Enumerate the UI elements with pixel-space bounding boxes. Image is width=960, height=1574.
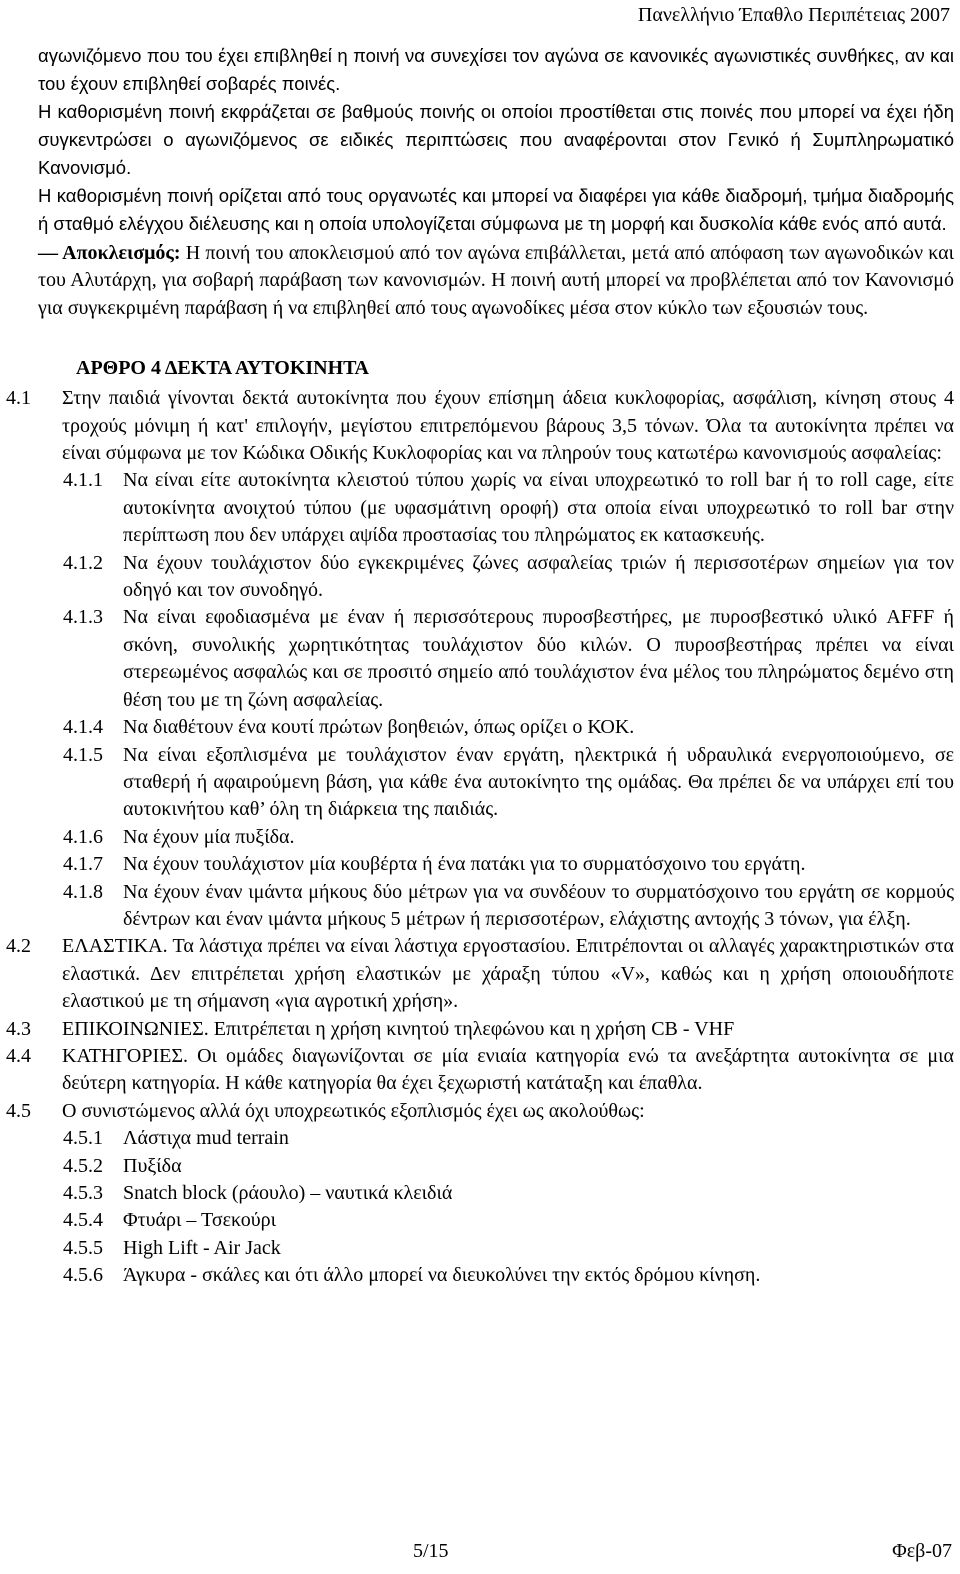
list-item — [38, 604, 954, 714]
section-number: 4.3 — [6, 1017, 31, 1040]
paragraph: Η καθορισμένη ποινή εκφράζεται σε βαθμούς ποινής οι οποίοι προστίθεται στις ποινές που μπορεί να έχει ήδη συγκεντρώσει ο αγωνιζόμενος σε ειδικές περιπτώσεις που αναφέρονται στον Γενικό ή Συμπληρωματικό Κανονισμό. — [38, 101, 954, 178]
item-number: 4.1.6 — [63, 825, 103, 848]
item-text: Να διαθέτουν ένα κουτί πρώτων βοηθειών, όπως ορίζει ο ΚΟΚ. — [123, 716, 635, 739]
document-body — [6, 42, 954, 1290]
item-text: Να είναι εφοδιασμένα με έναν ή περισσότερους πυροσβεστήρες, με πυροσβεστικό υλικό AFFF ή σκόνη, συνολικής χωρητικότητας τουλάχιστον δύο κιλών. Ο πυροσβεστήρας πρέπει να είναι στερεωμένος ασφαλώς και σε προσιτό σημείο από τουλάχιστον ένα μέλος του πληρώματος δεμένο στη θέση του με τη ζώνη ασφαλείας. — [123, 606, 954, 711]
item-number: 4.1.3 — [63, 606, 103, 629]
list-item — [38, 1125, 954, 1152]
list-item — [38, 550, 954, 605]
item-number: 4.1.1 — [63, 469, 103, 492]
section-text: ΕΛΑΣΤΙΚΑ. Τα λάστιχα πρέπει να είναι λάστιχα εργοστασίου. Επιτρέπονται οι αλλαγές χαρακτηριστικών στα ελαστικά. Δεν επιτρέπεται χρήση ελαστικών με χάραξη τύπου «V», καθώς και η χρήση οποιουδήποτε ελαστικού με τη σήμανση «για αγροτική χρήση». — [62, 935, 954, 1013]
item-text: Φτυάρι – Τσεκούρι — [123, 1209, 276, 1232]
document-header-title: Πανελλήνιο Έπαθλο Περιπέτειας 2007 — [637, 4, 950, 26]
article-title: ΑΡΘΡΟ 4 ΔΕΚΤΑ ΑΥΤΟΚΙΝΗΤΑ — [76, 357, 369, 380]
item-text: Να έχουν μία πυξίδα. — [123, 825, 295, 848]
list-item — [38, 851, 954, 878]
exclusion-label: ― Αποκλεισμός: — [38, 242, 181, 264]
item-text: Πυξίδα — [123, 1154, 182, 1177]
list-item — [38, 714, 954, 741]
list-item — [38, 1235, 954, 1262]
paragraph: Η καθορισμένη ποινή ορίζεται από τους οργανωτές και μπορεί να διαφέρει για κάθε διαδρομή, τμήμα διαδρομής ή σταθμό ελέγχου διέλευσης και η οποία υπολογίζεται σύμφωνα με τη μορφή και δυσκολία κάθε ενός από αυτά. — [38, 185, 954, 234]
subsection-list-4-5 — [38, 1125, 954, 1289]
section-4-4 — [6, 1043, 954, 1098]
item-number: 4.5.3 — [63, 1182, 103, 1204]
item-number: 4.5.1 — [63, 1127, 103, 1150]
section-4-2 — [6, 933, 954, 1015]
section-text: ΚΑΤΗΓΟΡΙΕΣ. Οι ομάδες διαγωνίζονται σε μία ενιαία κατηγορία ενώ τα ανεξάρτητα αυτοκίνητα σε μια δεύτερη κατηγορία. Η κάθε κατηγορία θα έχει ξεχωριστή κατάταξη και έπαθλα. — [62, 1044, 954, 1095]
item-text: Να έχουν έναν ιμάντα μήκους δύο μέτρων για να συνδέουν το συρματόσχοινο του εργάτη σε κορμούς δέντρων και έναν ιμάντα μήκους 5 μέτρων ή περισσοτέρων, ελάχιστης αντοχής 3 τόνων, για έλξη. — [123, 880, 954, 930]
paragraph: αγωνιζόμενο που του έχει επιβληθεί η ποινή να συνεχίσει τον αγώνα σε κανονικές αγωνιστικές συνθήκες, αν και του έχουν επιβληθεί σοβαρές ποινές. — [38, 45, 954, 94]
section-number: 4.5 — [6, 1099, 31, 1122]
section-number: 4.4 — [6, 1044, 31, 1067]
item-number: 4.5.6 — [63, 1264, 103, 1287]
item-text: Λάστιχα mud terrain — [123, 1127, 289, 1150]
item-number: 4.1.7 — [63, 853, 103, 876]
section-4-5 — [6, 1098, 954, 1125]
item-text: Άγκυρα - σκάλες και ότι άλλο μπορεί να διευκολύνει την εκτός δρόμου κίνηση. — [123, 1264, 761, 1287]
item-number: 4.5.4 — [63, 1209, 103, 1232]
list-item — [38, 1180, 954, 1207]
exclusion-paragraph — [38, 240, 954, 322]
list-item — [38, 824, 954, 851]
section-4-1 — [6, 385, 954, 467]
list-item — [38, 1262, 954, 1289]
item-text: Να είναι είτε αυτοκίνητα κλειστού τύπου χωρίς να είναι υποχρεωτικό το roll bar ή το roll cage, είτε αυτοκίνητα ανοιχτού τύπου (με υφασμάτινη οροφή) στα οποία είναι υποχρεωτικό το roll bar στην περίπτωση που δεν υπάρχει αψίδα προστασίας του πληρώματος εκ κατασκευής. — [123, 469, 954, 547]
page-number: 5/15 — [413, 1540, 449, 1562]
item-number: 4.5.2 — [63, 1154, 103, 1177]
item-text: High Lift - Air Jack — [123, 1236, 281, 1259]
section-text: Στην παιδιά γίνονται δεκτά αυτοκίνητα που έχουν επίσημη άδεια κυκλοφορίας, ασφάλιση, κίνηση στους 4 τροχούς μόνιμη ή κατ' επιλογήν, μεγίστου επιτρεπόμενου βάρους 3,5 τόνων. Όλα τα αυτοκίνητα πρέπει να είναι σύμφωνα με τον Κώδικα Οδικής Κυκλοφορίας και να πληρούν τους κατωτέρω κανονισμούς ασφαλείας: — [62, 387, 954, 465]
item-number: 4.1.8 — [63, 880, 103, 903]
list-item — [38, 467, 954, 549]
item-number: 4.5.5 — [63, 1236, 103, 1259]
section-number: 4.1 — [6, 387, 31, 410]
section-4-3 — [6, 1016, 954, 1043]
section-number: 4.2 — [6, 935, 31, 958]
section-text: Ο συνιστώμενος αλλά όχι υποχρεωτικός εξοπλισμός έχει ως ακολούθως: — [62, 1099, 645, 1122]
item-text: Snatch block (ράουλο) – ναυτικά κλειδιά — [123, 1182, 453, 1204]
list-item — [38, 742, 954, 824]
item-text: Να έχουν τουλάχιστον δύο εγκεκριμένες ζώνες ασφαλείας τριών ή περισσοτέρων σημείων για τον οδηγό και τον συνοδηγό. — [123, 551, 954, 602]
list-item — [38, 879, 954, 934]
item-number: 4.1.2 — [63, 551, 103, 574]
intro-section — [38, 42, 954, 238]
subsection-list-4-1 — [38, 467, 954, 933]
section-text: ΕΠΙΚΟΙΝΩΝΙΕΣ. Επιτρέπεται η χρήση κινητού τηλεφώνου και η χρήση CB - VHF — [62, 1017, 735, 1040]
item-text: Να είναι εξοπλισμένα με τουλάχιστον έναν εργάτη, ηλεκτρικά ή υδραυλικά ενεργοποιούμενο, σε σταθερή ή αφαιρούμενη βάση, για κάθε ένα αυτοκίνητο της ομάδας. Θα πρέπει δε να υπάρχει επί του αυτοκινήτου καθ’ όλη τη διάρκεια της παιδιάς. — [123, 743, 954, 821]
list-item — [38, 1207, 954, 1234]
item-number: 4.1.5 — [63, 743, 103, 766]
article-body — [6, 385, 954, 1289]
footer-date: Φεβ-07 — [892, 1540, 952, 1562]
item-text: Να έχουν τουλάχιστον μία κουβέρτα ή ένα πατάκι για το συρματόσχοινο του εργάτη. — [123, 853, 806, 876]
exclusion-text: Η ποινή του αποκλεισμού από τον αγώνα επιβάλλεται, μετά από απόφαση των αγωνοδικών και του Αλυτάρχη, για σοβαρή παράβαση των κανονισμών. Η ποινή αυτή μπορεί να προβλέπεται από τον Κανονισμό για συγκεκριμένη παράβαση ή να επιβληθεί από τους αγωνοδίκες μέσα στον κύκλο των εξουσιών τους. — [38, 242, 954, 319]
list-item — [38, 1153, 954, 1180]
item-number: 4.1.4 — [63, 716, 103, 739]
